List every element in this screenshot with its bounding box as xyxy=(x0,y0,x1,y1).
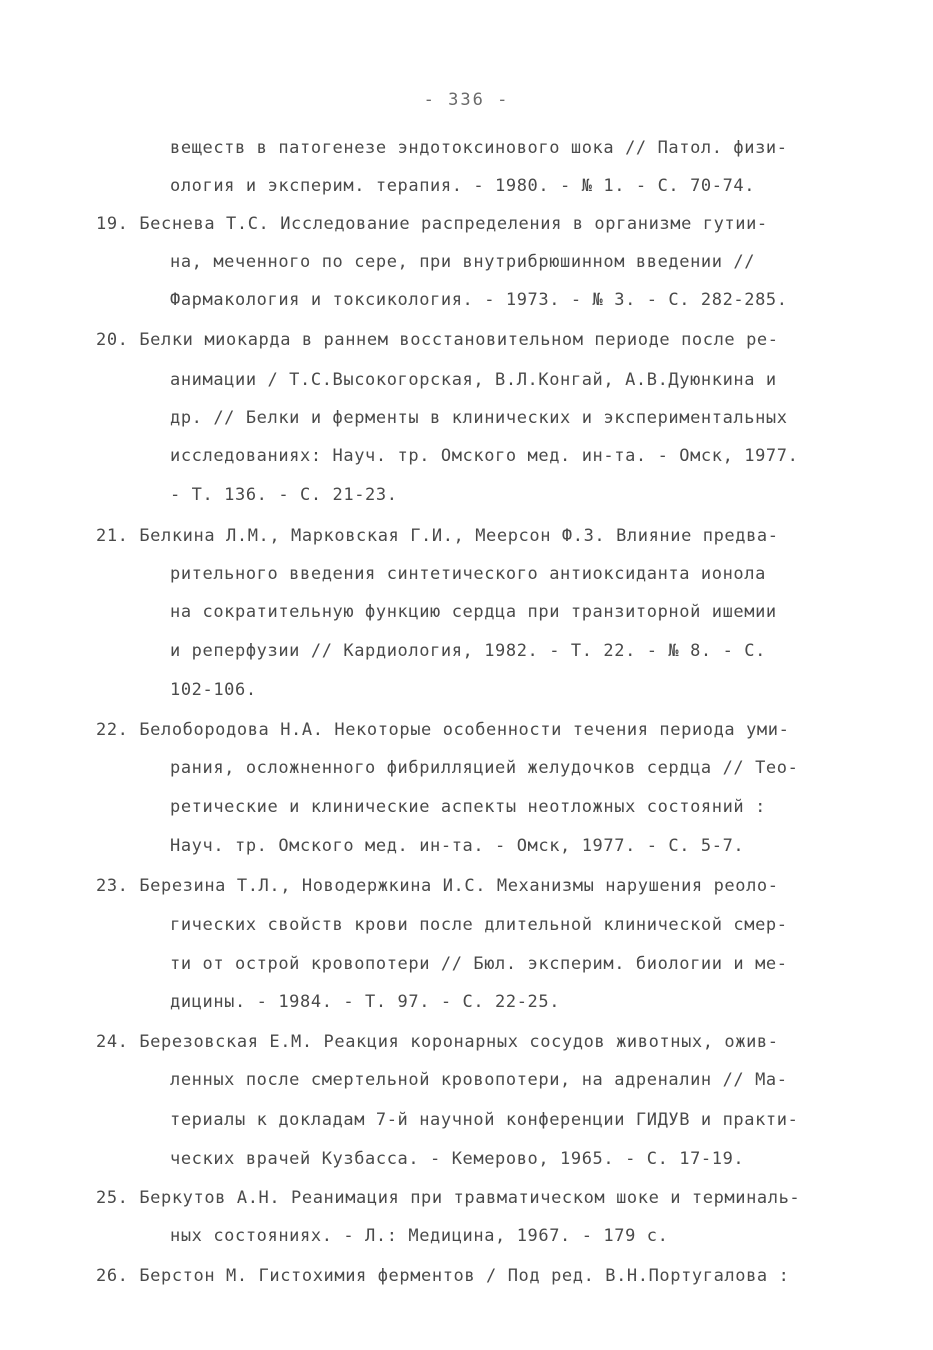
reference-entry-25: 25. Беркутов А.Н. Реанимация при травматическом шоке и терминаль- xyxy=(96,1188,801,1208)
reference-line: ология и эксперим. терапия. - 1980. - № 1. - С. 70-74. xyxy=(170,176,756,196)
page-number: - 336 - xyxy=(423,90,510,110)
reference-line: ческих врачей Кузбасса. - Кемерово, 1965. - С. 17-19. xyxy=(170,1149,745,1169)
reference-line: ленных после смертельной кровопотери, на адреналин // Ма- xyxy=(170,1070,788,1090)
reference-entry-20: 20. Белки миокарда в раннем восстановительном периоде после ре- xyxy=(96,330,779,350)
reference-line: ретические и клинические аспекты неотложных состояний : xyxy=(170,797,766,817)
reference-entry-26: 26. Берстон М. Гистохимия ферментов / Под ред. В.Н.Португалова : xyxy=(96,1266,790,1286)
reference-line: ных состояниях. - Л.: Медицина, 1967. - 179 с. xyxy=(170,1226,669,1246)
reference-entry-22: 22. Белобородова Н.А. Некоторые особенности течения периода уми- xyxy=(96,720,790,740)
reference-line: ти от острой кровопотери // Бюл. эксперим. биологии и ме- xyxy=(170,954,788,974)
reference-entry-23: 23. Березина Т.Л., Новодержкина И.С. Механизмы нарушения реоло- xyxy=(96,876,779,896)
reference-line: 102-106. xyxy=(170,680,257,700)
reference-line: Науч. тр. Омского мед. ин-та. - Омск, 1977. - С. 5-7. xyxy=(170,836,745,856)
reference-line: гических свойств крови после длительной клинической смер- xyxy=(170,915,788,935)
reference-line: териалы к докладам 7-й научной конференции ГИДУВ и практи- xyxy=(170,1110,799,1130)
reference-line: исследованиях: Науч. тр. Омского мед. ин-та. - Омск, 1977. xyxy=(170,446,799,466)
reference-line: рания, осложненного фибрилляцией желудочков сердца // Тео- xyxy=(170,758,799,778)
reference-line: на сократительную функцию сердца при транзиторной ишемии xyxy=(170,602,777,622)
reference-line: анимации / Т.С.Высокогорская, В.Л.Конгай, А.В.Дуюнкина и xyxy=(170,370,777,390)
reference-entry-19: 19. Беснева Т.С. Исследование распределения в организме гутии- xyxy=(96,214,768,234)
reference-line: рительного введения синтетического антиоксиданта ионола xyxy=(170,564,766,584)
reference-line: на, меченного по сере, при внутрибрюшинном введении // xyxy=(170,252,756,272)
reference-line: дицины. - 1984. - Т. 97. - С. 22-25. xyxy=(170,992,561,1012)
reference-line: веществ в патогенезе эндотоксинового шока // Патол. физи- xyxy=(170,138,788,158)
reference-line: др. // Белки и ферменты в клинических и экспериментальных xyxy=(170,408,788,428)
reference-entry-21: 21. Белкина Л.М., Марковская Г.И., Меерсон Ф.З. Влияние предва- xyxy=(96,526,779,546)
reference-line: - Т. 136. - С. 21-23. xyxy=(170,485,398,505)
reference-line: и реперфузии // Кардиология, 1982. - Т. 22. - № 8. - С. xyxy=(170,641,766,661)
reference-entry-24: 24. Березовская Е.М. Реакция коронарных сосудов животных, ожив- xyxy=(96,1032,779,1052)
reference-line: Фармакология и токсикология. - 1973. - № 3. - С. 282-285. xyxy=(170,290,788,310)
